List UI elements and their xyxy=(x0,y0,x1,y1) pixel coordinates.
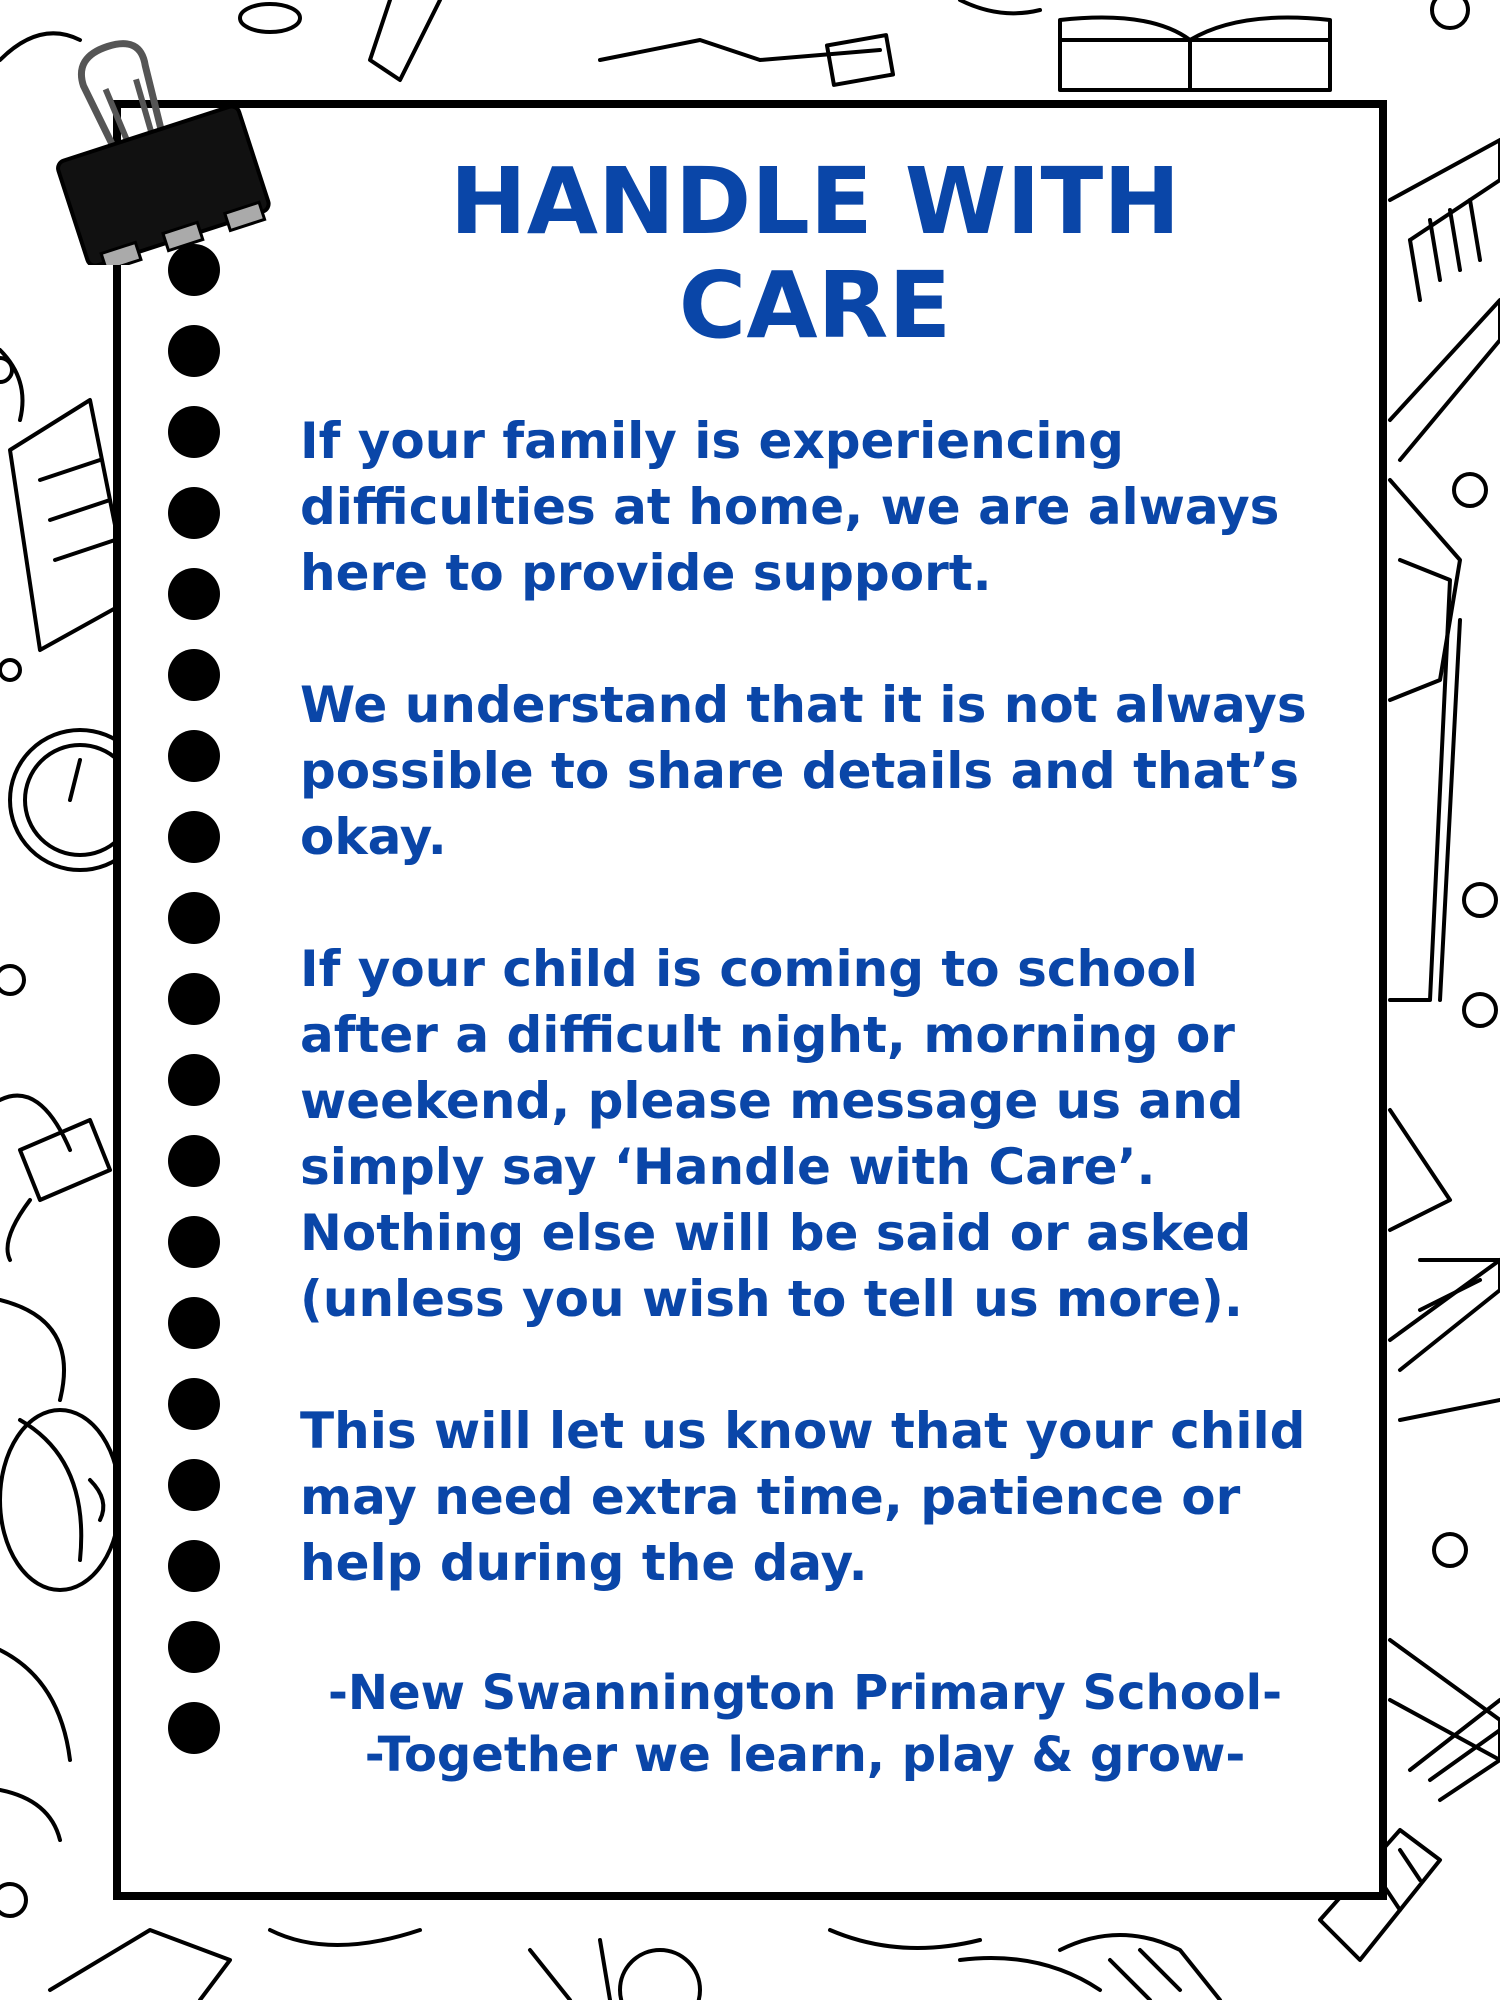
binder-clip-icon xyxy=(55,25,275,265)
hole xyxy=(168,1621,220,1673)
hole xyxy=(168,1459,220,1511)
hole xyxy=(168,892,220,944)
hole xyxy=(168,811,220,863)
paragraph-details: We understand that it is not always possible to share details and that’s okay. xyxy=(300,676,1307,866)
hole xyxy=(168,568,220,620)
school-name: -New Swannington Primary School- xyxy=(327,1665,1283,1721)
poster-title: HANDLE WITH CARE xyxy=(449,148,1181,359)
hole xyxy=(168,649,220,701)
hole xyxy=(168,406,220,458)
hole xyxy=(168,1216,220,1268)
hole xyxy=(168,325,220,377)
school-motto: -Together we learn, play & grow- xyxy=(364,1727,1246,1783)
hole xyxy=(168,1540,220,1592)
paragraph-extra-time: This will let us know that your child may need extra time, patience or help during the day. xyxy=(300,1402,1306,1592)
hole xyxy=(168,1135,220,1187)
hole xyxy=(168,730,220,782)
hole xyxy=(168,973,220,1025)
poster-content xyxy=(300,150,1310,1786)
hole xyxy=(168,1054,220,1106)
paragraph-message: If your child is coming to school after a difficult night, morning or weekend, please message us and simply say ‘Handle with Care’. Nothing else will be said or asked (unless you wish to tell us more). xyxy=(300,940,1252,1328)
hole xyxy=(168,1297,220,1349)
hole xyxy=(168,1378,220,1430)
hole xyxy=(168,487,220,539)
hole xyxy=(168,1702,220,1754)
notebook-holes xyxy=(168,244,220,1783)
paragraph-support: If your family is experiencing difficulties at home, we are always here to provide support. xyxy=(300,412,1280,602)
